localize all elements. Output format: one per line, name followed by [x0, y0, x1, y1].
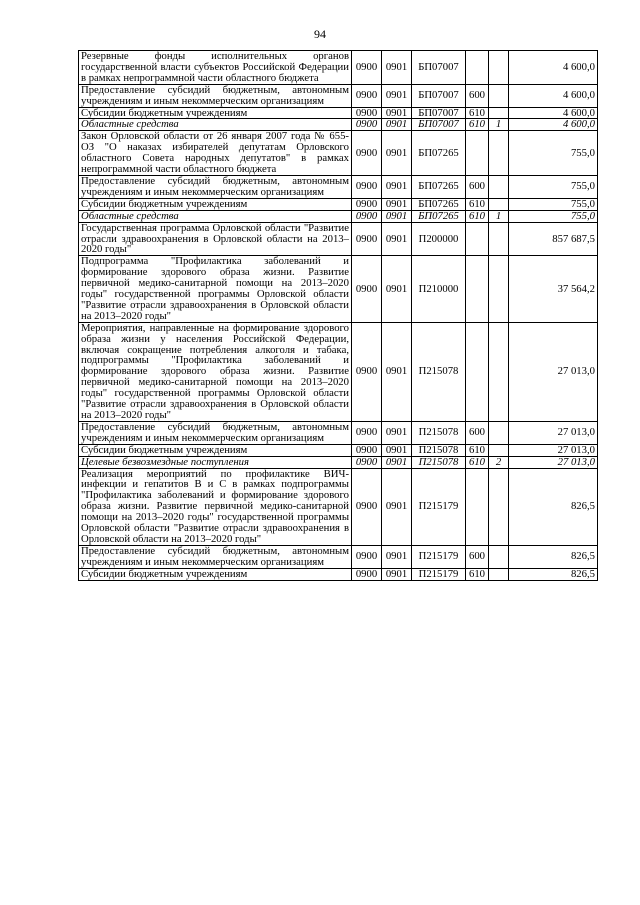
- funding-source-code: [489, 175, 509, 198]
- section-code: 0900: [352, 256, 382, 322]
- table-row: [79, 568, 598, 580]
- amount: 755,0: [509, 198, 598, 210]
- target-article-code: П200000: [412, 222, 466, 256]
- target-article-code: П215078: [412, 456, 466, 468]
- subsection-code: 0901: [382, 198, 412, 210]
- expense-type-code: [466, 222, 489, 256]
- target-article-code: П215078: [412, 421, 466, 444]
- amount: 755,0: [509, 175, 598, 198]
- section-code: 0900: [352, 322, 382, 421]
- amount: 857 687,5: [509, 222, 598, 256]
- budget-table: [78, 50, 598, 581]
- expense-type-code: [466, 256, 489, 322]
- target-article-code: БП07007: [412, 84, 466, 107]
- section-code: 0900: [352, 421, 382, 444]
- expense-type-code: [466, 51, 489, 85]
- expense-type-code: [466, 322, 489, 421]
- expense-type-code: 600: [466, 545, 489, 568]
- row-description: Государственная программа Орловской области "Развитие отрасли здравоохранения в Орловской области на 2013–2020 годы": [79, 222, 352, 256]
- funding-source-code: 2: [489, 456, 509, 468]
- row-description: Предоставление субсидий бюджетным, автономным учреждениям и иным некоммерческим организациям: [79, 421, 352, 444]
- table-row: [79, 107, 598, 119]
- funding-source-code: [489, 468, 509, 545]
- subsection-code: 0901: [382, 444, 412, 456]
- amount: 826,5: [509, 568, 598, 580]
- subsection-code: 0901: [382, 222, 412, 256]
- amount: 4 600,0: [509, 107, 598, 119]
- amount: 826,5: [509, 545, 598, 568]
- funding-source-code: [489, 545, 509, 568]
- subsection-code: 0901: [382, 210, 412, 222]
- target-article-code: БП07007: [412, 119, 466, 131]
- section-code: 0900: [352, 210, 382, 222]
- subsection-code: 0901: [382, 107, 412, 119]
- table-row: [79, 444, 598, 456]
- section-code: 0900: [352, 84, 382, 107]
- subsection-code: 0901: [382, 131, 412, 176]
- target-article-code: БП07265: [412, 175, 466, 198]
- target-article-code: БП07007: [412, 51, 466, 85]
- row-description: Субсидии бюджетным учреждениям: [79, 444, 352, 456]
- funding-source-code: 1: [489, 210, 509, 222]
- row-description: Субсидии бюджетным учреждениям: [79, 198, 352, 210]
- expense-type-code: 610: [466, 198, 489, 210]
- amount: 37 564,2: [509, 256, 598, 322]
- row-description: Реализация мероприятий по профилактике ВИЧ-инфекции и гепатитов В и С в рамках подпрограммы "Профилактика заболеваний и формирование здорового образа жизни. Развитие первичной медико-санитарной помощи на 2013–2020 годы" государственной программы Орловской области "Развитие отрасли здравоохранения в Орловской области на 2013–2020 годы": [79, 468, 352, 545]
- table-row: [79, 51, 598, 85]
- row-description: Предоставление субсидий бюджетным, автономным учреждениям и иным некоммерческим организациям: [79, 175, 352, 198]
- amount: 27 013,0: [509, 421, 598, 444]
- section-code: 0900: [352, 119, 382, 131]
- section-code: 0900: [352, 107, 382, 119]
- subsection-code: 0901: [382, 84, 412, 107]
- table-row: [79, 322, 598, 421]
- expense-type-code: 600: [466, 421, 489, 444]
- subsection-code: 0901: [382, 51, 412, 85]
- section-code: 0900: [352, 444, 382, 456]
- row-description: Областные средства: [79, 210, 352, 222]
- target-article-code: П215179: [412, 545, 466, 568]
- target-article-code: БП07265: [412, 198, 466, 210]
- table-row: [79, 545, 598, 568]
- funding-source-code: [489, 84, 509, 107]
- table-row: [79, 198, 598, 210]
- section-code: 0900: [352, 198, 382, 210]
- section-code: 0900: [352, 131, 382, 176]
- row-description: Закон Орловской области от 26 января 2007 года № 655-ОЗ "О наказах избирателей депутатам Орловского областного Совета народных депутатов" в рамках непрограммной части областного бюджета: [79, 131, 352, 176]
- funding-source-code: [489, 131, 509, 176]
- row-description: Субсидии бюджетным учреждениям: [79, 568, 352, 580]
- target-article-code: П215179: [412, 468, 466, 545]
- section-code: 0900: [352, 468, 382, 545]
- subsection-code: 0901: [382, 456, 412, 468]
- table-row: [79, 210, 598, 222]
- expense-type-code: 610: [466, 456, 489, 468]
- amount: 4 600,0: [509, 51, 598, 85]
- target-article-code: П215179: [412, 568, 466, 580]
- row-description: Предоставление субсидий бюджетным, автономным учреждениям и иным некоммерческим организациям: [79, 84, 352, 107]
- target-article-code: БП07007: [412, 107, 466, 119]
- expense-type-code: 610: [466, 444, 489, 456]
- funding-source-code: [489, 256, 509, 322]
- page-number: 94: [314, 27, 326, 41]
- target-article-code: БП07265: [412, 131, 466, 176]
- subsection-code: 0901: [382, 421, 412, 444]
- subsection-code: 0901: [382, 119, 412, 131]
- row-description: Мероприятия, направленные на формирование здорового образа жизни у населения Российской Федерации, включая сокращение потребления алкоголя и табака, подпрограммы "Профилактика заболеваний и формирование здорового образа жизни. Развитие первичной медико-санитарной помощи на 2013–2020 годы" государственной программы Орловской области "Развитие отрасли здравоохранения в Орловской области на 2013–2020 годы": [79, 322, 352, 421]
- subsection-code: 0901: [382, 568, 412, 580]
- amount: 755,0: [509, 131, 598, 176]
- row-description: Областные средства: [79, 119, 352, 131]
- expense-type-code: [466, 131, 489, 176]
- row-description: Целевые безвозмездные поступления: [79, 456, 352, 468]
- funding-source-code: 1: [489, 119, 509, 131]
- section-code: 0900: [352, 175, 382, 198]
- subsection-code: 0901: [382, 322, 412, 421]
- amount: 27 013,0: [509, 444, 598, 456]
- section-code: 0900: [352, 456, 382, 468]
- funding-source-code: [489, 51, 509, 85]
- table-row: [79, 222, 598, 256]
- expense-type-code: 600: [466, 84, 489, 107]
- row-description: Предоставление субсидий бюджетным, автономным учреждениям и иным некоммерческим организациям: [79, 545, 352, 568]
- expense-type-code: 610: [466, 119, 489, 131]
- funding-source-code: [489, 322, 509, 421]
- amount: 27 013,0: [509, 322, 598, 421]
- funding-source-code: [489, 421, 509, 444]
- amount: 755,0: [509, 210, 598, 222]
- target-article-code: П215078: [412, 322, 466, 421]
- amount: 826,5: [509, 468, 598, 545]
- table-row: [79, 119, 598, 131]
- section-code: 0900: [352, 545, 382, 568]
- expense-type-code: 610: [466, 210, 489, 222]
- amount: 4 600,0: [509, 119, 598, 131]
- target-article-code: БП07265: [412, 210, 466, 222]
- section-code: 0900: [352, 51, 382, 85]
- funding-source-code: [489, 107, 509, 119]
- row-description: Резервные фонды исполнительных органов государственной власти субъектов Российской Федерации в рамках непрограммной части областного бюджета: [79, 51, 352, 85]
- table-row: [79, 456, 598, 468]
- amount: 4 600,0: [509, 84, 598, 107]
- row-description: Субсидии бюджетным учреждениям: [79, 107, 352, 119]
- subsection-code: 0901: [382, 468, 412, 545]
- target-article-code: П215078: [412, 444, 466, 456]
- expense-type-code: [466, 468, 489, 545]
- section-code: 0900: [352, 222, 382, 256]
- subsection-code: 0901: [382, 256, 412, 322]
- target-article-code: П210000: [412, 256, 466, 322]
- amount: 27 013,0: [509, 456, 598, 468]
- table-row: [79, 256, 598, 322]
- expense-type-code: 610: [466, 107, 489, 119]
- table-row: [79, 421, 598, 444]
- funding-source-code: [489, 198, 509, 210]
- expense-type-code: 600: [466, 175, 489, 198]
- section-code: 0900: [352, 568, 382, 580]
- funding-source-code: [489, 222, 509, 256]
- subsection-code: 0901: [382, 175, 412, 198]
- table-row: [79, 131, 598, 176]
- table-row: [79, 468, 598, 545]
- row-description: Подпрограмма "Профилактика заболеваний и формирование здорового образа жизни. Развитие первичной медико-санитарной помощи на 2013–2020 годы" государственной программы Орловской области "Развитие отрасли здравоохранения в Орловской области на 2013–2020 годы": [79, 256, 352, 322]
- funding-source-code: [489, 444, 509, 456]
- table-row: [79, 84, 598, 107]
- subsection-code: 0901: [382, 545, 412, 568]
- expense-type-code: 610: [466, 568, 489, 580]
- table-row: [79, 175, 598, 198]
- funding-source-code: [489, 568, 509, 580]
- table-body: [79, 51, 598, 581]
